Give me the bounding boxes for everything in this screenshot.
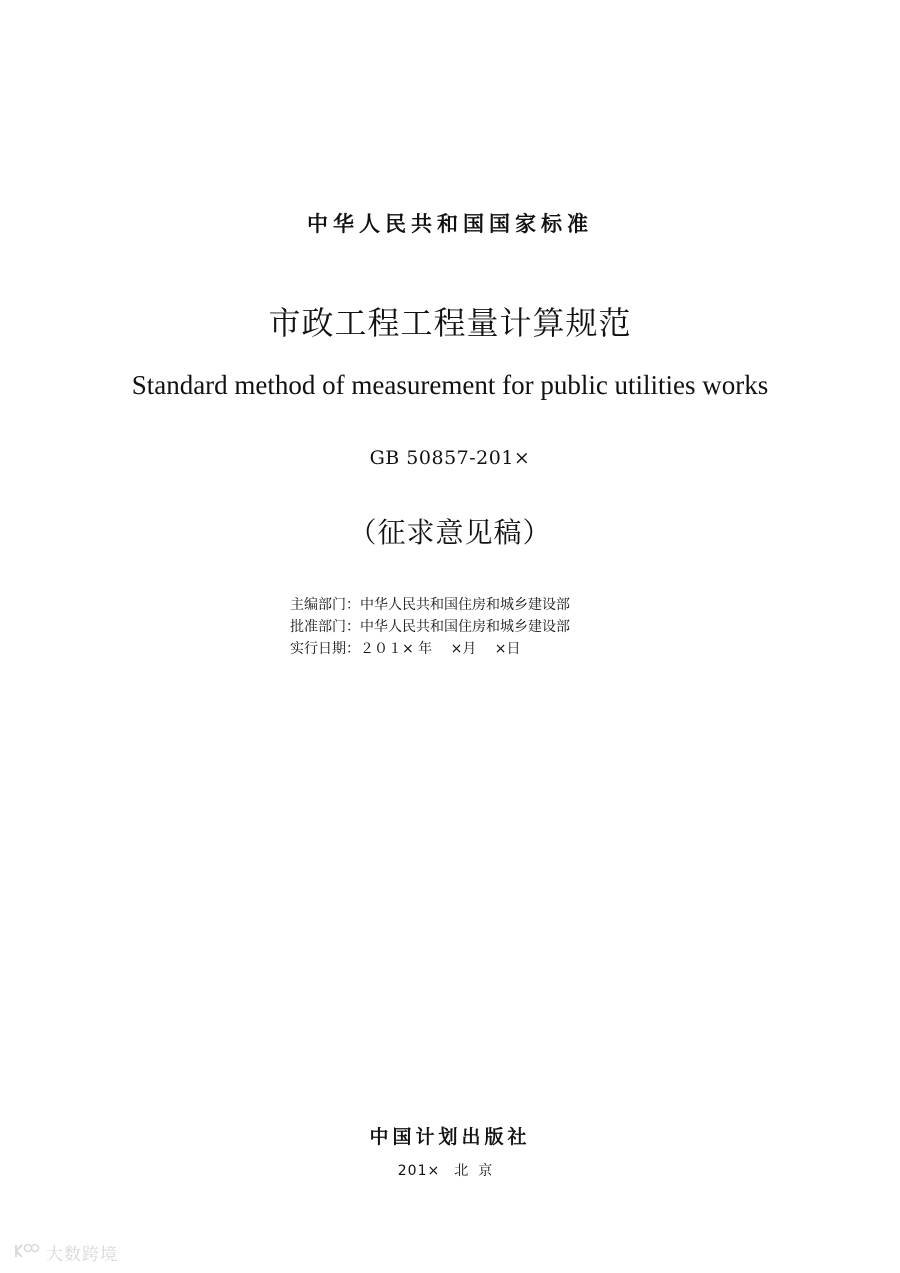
approver-label: 批准部门： xyxy=(290,619,360,635)
watermark-text: 大数跨境 xyxy=(46,1245,118,1265)
effective-date-row xyxy=(290,638,570,660)
effective-date-label: 实行日期： xyxy=(290,641,360,657)
publication-year-place xyxy=(0,1160,900,1180)
editor-label: 主编部门： xyxy=(290,597,360,613)
document-title-english: Standard method of measurement for public utilities works xyxy=(131,370,769,400)
standard-code: GB 50857-201× xyxy=(369,447,531,469)
draft-status: （征求意见稿） xyxy=(348,516,552,549)
editor-row xyxy=(290,594,570,616)
effective-date-value: ２０１× 年 ×月 ×日 xyxy=(360,641,521,657)
watermark xyxy=(12,1240,118,1265)
publication-place: 北京 xyxy=(454,1163,503,1179)
approver-value: 中华人民共和国住房和城乡建设部 xyxy=(360,619,570,635)
publisher-name: 中国计划出版社 xyxy=(369,1126,531,1148)
publication-year: 201× xyxy=(397,1163,441,1179)
standard-category-heading: 中华人民共和国国家标准 xyxy=(307,212,593,236)
document-title-chinese: 市政工程工程量计算规范 xyxy=(268,304,632,342)
editor-value: 中华人民共和国住房和城乡建设部 xyxy=(360,597,570,613)
approver-row xyxy=(290,616,570,638)
document-info-block xyxy=(290,594,570,660)
dashuju-logo-icon xyxy=(12,1241,40,1265)
